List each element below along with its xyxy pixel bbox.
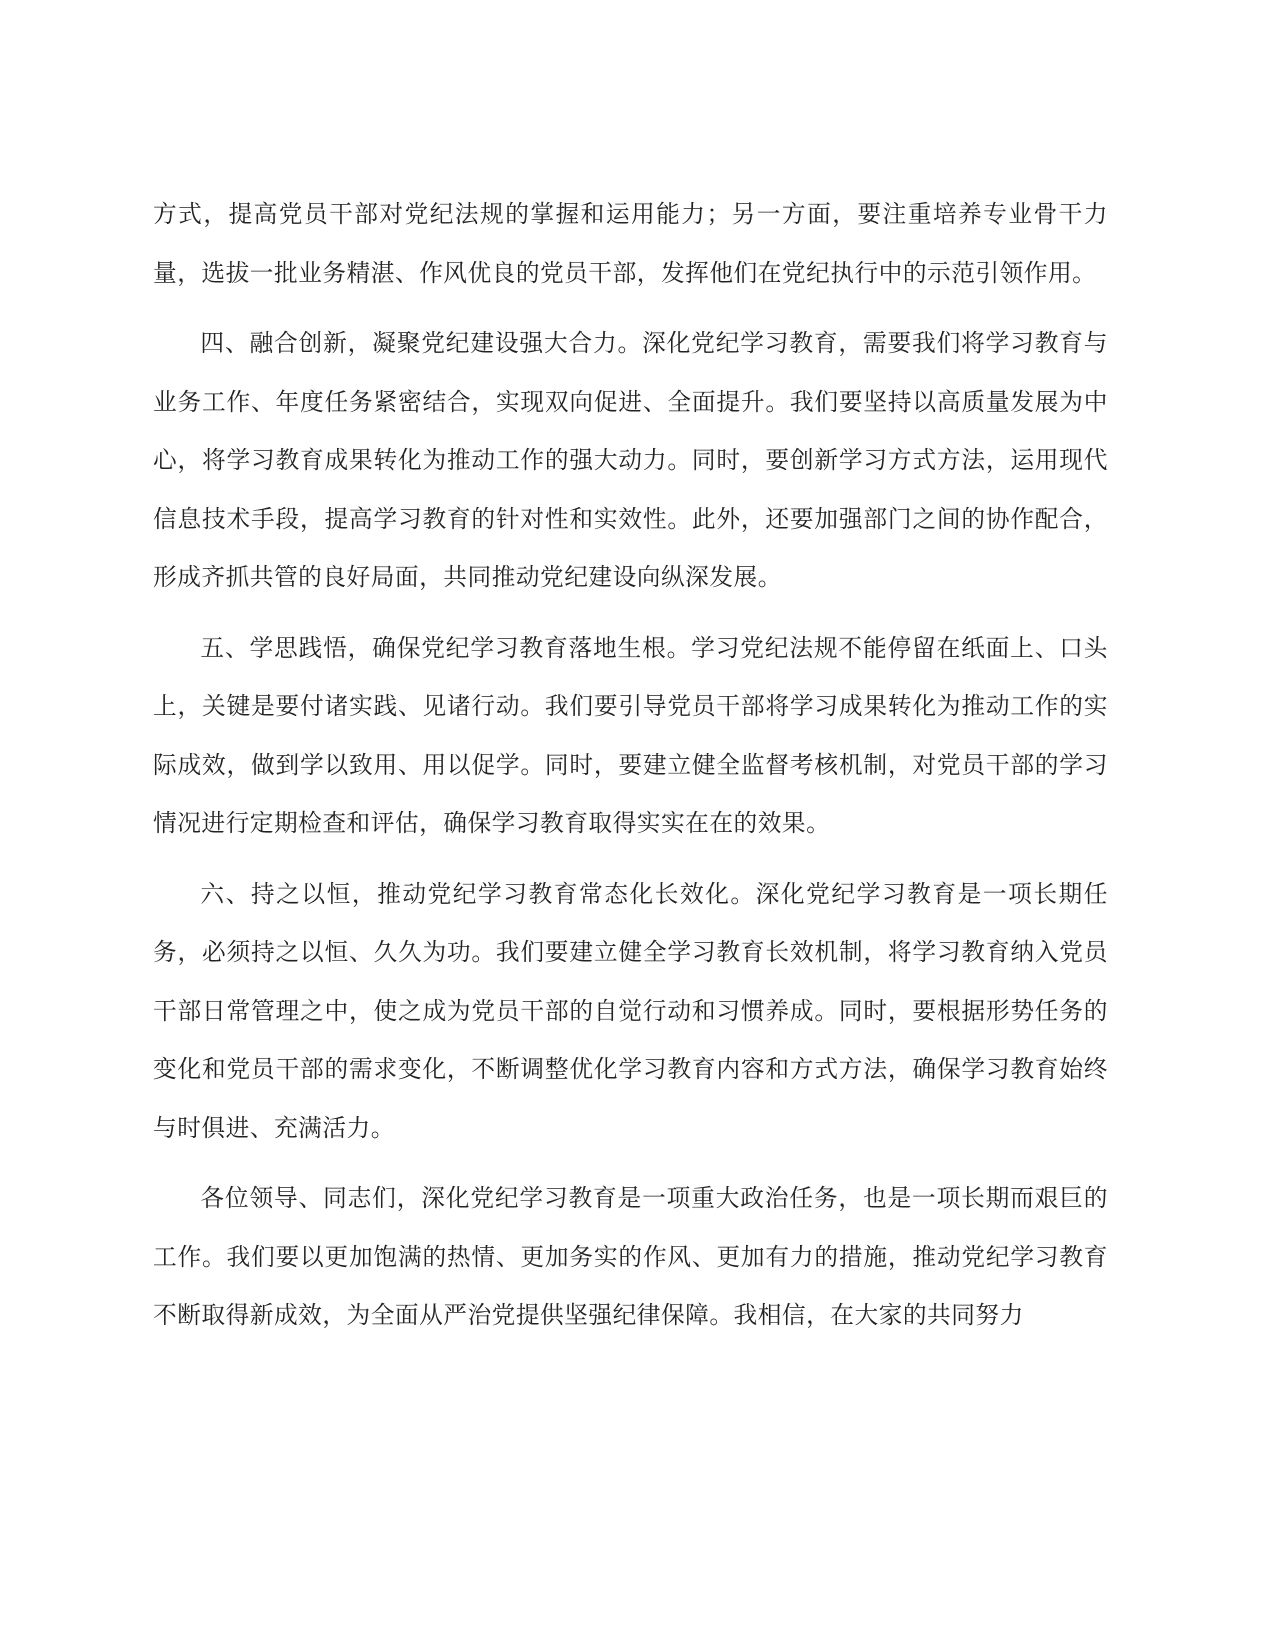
paragraph-section-five: 五、学思践悟，确保党纪学习教育落地生根。学习党纪法规不能停留在纸面上、口头上，关键是要付诸实践、见诸行动。我们要引导党员干部将学习成果转化为推动工作的实际成效，做到学以致用、用以促学。同时，要建立健全监督考核机制，对党员干部的学习情况进行定期检查和评估，确保学习教育取得实实在在的效果。 <box>153 633 1108 837</box>
paragraph-continuation: 方式，提高党员干部对党纪法规的掌握和运用能力；另一方面，要注重培养专业骨干力量，选拔一批业务精湛、作风优良的党员干部，发挥他们在党纪执行中的示范引领作用。 <box>153 200 1108 287</box>
paragraph-closing: 各位领导、同志们，深化党纪学习教育是一项重大政治任务，也是一项长期而艰巨的工作。我们要以更加饱满的热情、更加务实的作风、更加有力的措施，推动党纪学习教育不断取得新成效，为全面从严治党提供坚强纪律保障。我相信，在大家的共同努力 <box>153 1184 1108 1329</box>
paragraph-section-six: 六、持之以恒，推动党纪学习教育常态化长效化。深化党纪学习教育是一项长期任务，必须持之以恒、久久为功。我们要建立健全学习教育长效机制，将学习教育纳入党员干部日常管理之中，使之成为党员干部的自觉行动和习惯养成。同时，要根据形势任务的变化和党员干部的需求变化，不断调整优化学习教育内容和方式方法，确保学习教育始终与时俱进、充满活力。 <box>153 879 1108 1142</box>
paragraph-section-four: 四、融合创新，凝聚党纪建设强大合力。深化党纪学习教育，需要我们将学习教育与业务工作、年度任务紧密结合，实现双向促进、全面提升。我们要坚持以高质量发展为中心，将学习教育成果转化为推动工作的强大动力。同时，要创新学习方式方法，运用现代信息技术手段，提高学习教育的针对性和实效性。此外，还要加强部门之间的协作配合，形成齐抓共管的良好局面，共同推动党纪建设向纵深发展。 <box>153 329 1108 591</box>
document-body <box>153 185 1108 1357</box>
